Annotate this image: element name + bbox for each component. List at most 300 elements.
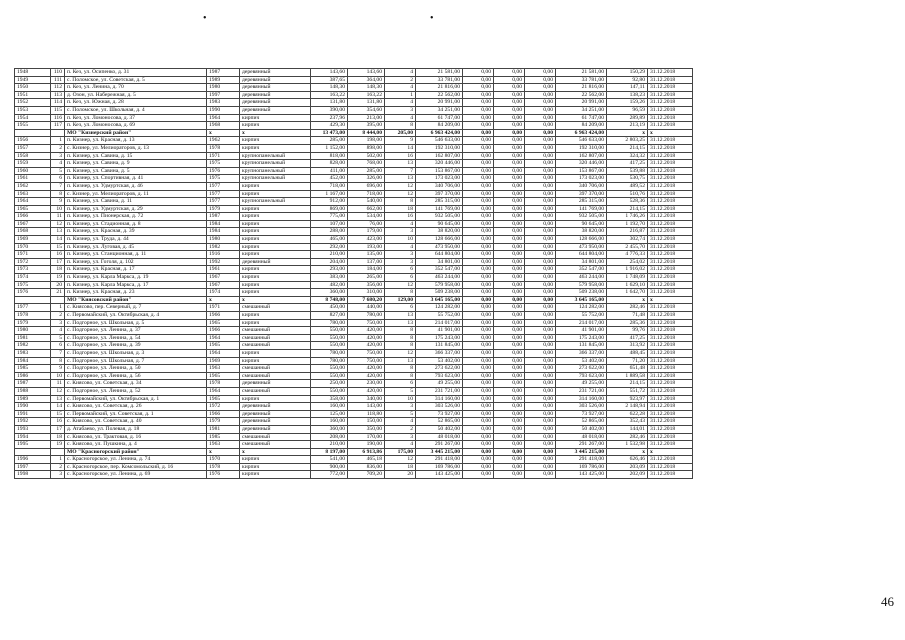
table-cell: 0,00 xyxy=(494,106,525,114)
table-cell: 282,46 xyxy=(607,304,648,312)
table-cell: 38 820,00 xyxy=(556,228,607,236)
table-cell: 1968 xyxy=(15,228,51,236)
table-cell: 358,00 xyxy=(311,395,348,403)
table-cell: с. Первомайский, ул. Октябрьская, д. 4 xyxy=(65,312,207,320)
table-cell: 1969 xyxy=(15,236,51,244)
table-cell: 626,46 xyxy=(607,456,648,464)
table-cell: 550,00 xyxy=(311,327,348,335)
table-cell: 0,00 xyxy=(494,76,525,84)
table-cell: 117 xyxy=(51,122,65,130)
table-cell: 14 xyxy=(51,403,65,411)
table-cell: 12 xyxy=(385,456,416,464)
table-cell: смешанный xyxy=(240,372,311,380)
table-cell: 550,00 xyxy=(311,372,348,380)
table-cell: 118,80 xyxy=(348,410,385,418)
table-cell: 0,00 xyxy=(463,456,494,464)
table-cell: 473 950,00 xyxy=(416,243,463,251)
table-cell: 1970 xyxy=(15,243,51,251)
table-cell: 0,00 xyxy=(494,220,525,228)
table-cell: 417,25 xyxy=(607,160,648,168)
table-cell: 8 xyxy=(385,327,416,335)
table-cell: 0,00 xyxy=(525,304,556,312)
table-cell: 160,00 xyxy=(311,418,348,426)
table-cell: 50 402,00 xyxy=(416,425,463,433)
table-cell: 71,48 xyxy=(607,312,648,320)
table-cell: 0,00 xyxy=(494,441,525,449)
table-row xyxy=(15,106,693,114)
table-cell: 0,00 xyxy=(494,433,525,441)
table-cell: кирпич xyxy=(240,137,311,145)
table-cell: 0,00 xyxy=(494,228,525,236)
table-cell: 324,32 xyxy=(607,152,648,160)
table-cell: 0,00 xyxy=(525,76,556,84)
table-cell: 148,30 xyxy=(311,84,348,92)
table-cell: 352 547,00 xyxy=(416,266,463,274)
table-cell: 292,00 xyxy=(311,243,348,251)
table-cell: 0,00 xyxy=(525,114,556,122)
table-cell: 0,00 xyxy=(525,205,556,213)
table-cell: 1963 xyxy=(207,441,240,449)
table-row xyxy=(15,380,693,388)
table-cell: 1985 xyxy=(207,433,240,441)
table-cell: 31.12.2018 xyxy=(648,76,693,84)
table-cell: 2 148,94 xyxy=(607,403,648,411)
table-cell: п. Кез, ул. Осипенко, д. 31 xyxy=(65,69,207,77)
table-cell: 1980 xyxy=(207,236,240,244)
table-cell: 4 xyxy=(385,84,416,92)
table-cell: 0,00 xyxy=(463,152,494,160)
table-cell: 1983 xyxy=(207,99,240,107)
table-cell: 0,00 xyxy=(463,281,494,289)
table-row xyxy=(15,274,693,282)
table-cell: п. Кизнер, ул. Удмуртская, д. 46 xyxy=(65,182,207,190)
table-cell: 0,00 xyxy=(525,380,556,388)
table-cell: 291 267,00 xyxy=(556,441,607,449)
table-cell: 390,00 xyxy=(311,106,348,114)
table-cell: 22 562,00 xyxy=(556,91,607,99)
table-cell: х xyxy=(240,129,311,137)
table-cell: 546 633,00 xyxy=(556,137,607,145)
table-cell: 320 446,00 xyxy=(416,160,463,168)
table-cell: 169 786,00 xyxy=(556,463,607,471)
table-cell: п. Кизнер, ул. Красная, д. 39 xyxy=(65,228,207,236)
table-cell: с. Киясово, ул. Советская, д. 40 xyxy=(65,418,207,426)
table-cell: 1970 xyxy=(207,456,240,464)
table-cell: 129,00 xyxy=(385,296,416,304)
table-cell: 7 xyxy=(385,167,416,175)
table-row xyxy=(15,198,693,206)
table-cell: 31.12.2018 xyxy=(648,395,693,403)
table-cell: 793 623,00 xyxy=(556,372,607,380)
table-cell: деревянный xyxy=(240,410,311,418)
table-cell: 179,00 xyxy=(348,228,385,236)
table-cell: 61 747,00 xyxy=(556,114,607,122)
table-cell: 768,00 xyxy=(348,160,385,168)
table-cell: 31.12.2018 xyxy=(648,258,693,266)
table-cell: кирпич xyxy=(240,463,311,471)
table-cell: с. Первомайский, ул. Советская, д. 1 xyxy=(65,410,207,418)
table-cell: 0,00 xyxy=(525,463,556,471)
table-cell: 12 xyxy=(385,281,416,289)
table-cell: 420,00 xyxy=(348,387,385,395)
table-cell: п. Кизнер, ул. Пионерская, д. 72 xyxy=(65,213,207,221)
table-cell: 313,92 xyxy=(607,342,648,350)
table-cell: 31.12.2018 xyxy=(648,243,693,251)
table-cell: 147,11 xyxy=(607,84,648,92)
table-cell: п. Кизнер, ул. Савина, д. 5 xyxy=(65,167,207,175)
table-cell: 489,52 xyxy=(607,182,648,190)
table-cell: 551,72 xyxy=(607,387,648,395)
table-cell: 550,00 xyxy=(311,334,348,342)
table-cell: 6 xyxy=(385,304,416,312)
table-cell: 1964 xyxy=(207,349,240,357)
table-cell: смешанный xyxy=(240,387,311,395)
table-cell: 780,00 xyxy=(311,319,348,327)
table-cell: 1964 xyxy=(207,114,240,122)
table-cell: смешанный xyxy=(240,441,311,449)
table-cell: 3 xyxy=(385,106,416,114)
table-cell: 21 581,00 xyxy=(416,69,463,77)
table-cell: 463 244,00 xyxy=(416,274,463,282)
table-cell: 61 747,00 xyxy=(416,114,463,122)
table-cell: 1948 xyxy=(15,69,51,77)
table-cell: 0,00 xyxy=(463,334,494,342)
table-cell: 213,00 xyxy=(348,114,385,122)
table-row xyxy=(15,213,693,221)
table-cell: п. Кизнер, ул. Савина, д. 9 xyxy=(65,160,207,168)
table-cell: 31.12.2018 xyxy=(648,114,693,122)
table-cell: 0,00 xyxy=(494,403,525,411)
table-cell: 0,00 xyxy=(525,190,556,198)
table-cell: д. Атабаево, ул. Полевая, д. 18 xyxy=(65,425,207,433)
table-cell: 8 xyxy=(51,357,65,365)
table-cell: 1 748,09 xyxy=(607,274,648,282)
table-cell: 923,97 xyxy=(607,395,648,403)
table-cell: 49 255,00 xyxy=(556,380,607,388)
table-cell: 0,00 xyxy=(525,220,556,228)
table-cell: 153 867,00 xyxy=(416,167,463,175)
table-cell: кирпич xyxy=(240,243,311,251)
table-cell: 0,00 xyxy=(525,144,556,152)
table-cell: 0,00 xyxy=(463,372,494,380)
table-cell: МО "Киясовский район" xyxy=(65,296,207,304)
table-cell: 2 455,70 xyxy=(607,243,648,251)
table-row xyxy=(15,228,693,236)
table-cell: деревянный xyxy=(240,403,311,411)
table-cell: кирпич xyxy=(240,456,311,464)
table-cell: 31.12.2018 xyxy=(648,99,693,107)
table-cell: 210,00 xyxy=(311,441,348,449)
table-cell: 16 xyxy=(51,251,65,259)
table-cell xyxy=(15,448,51,456)
table-cell: 7 680,20 xyxy=(348,296,385,304)
table-cell: смешанный xyxy=(240,342,311,350)
table-cell: 214,15 xyxy=(607,380,648,388)
table-cell: 21 816,00 xyxy=(416,84,463,92)
table-cell: 0,00 xyxy=(494,175,525,183)
table-cell: 2 xyxy=(51,144,65,152)
table-cell: 340 706,00 xyxy=(556,182,607,190)
table-cell: 99,76 xyxy=(607,327,648,335)
table-row xyxy=(15,190,693,198)
table-cell: 0,00 xyxy=(494,387,525,395)
table-cell: 3 xyxy=(385,403,416,411)
table-cell: 34 251,00 xyxy=(416,106,463,114)
table-cell: 1981 xyxy=(207,425,240,433)
table-cell: х xyxy=(648,448,693,456)
table-cell: 1963 xyxy=(207,365,240,373)
table-cell: 192 310,00 xyxy=(556,144,607,152)
table-cell: п. Кез, ул. Ломоносова, д. 69 xyxy=(65,122,207,130)
table-row xyxy=(15,258,693,266)
table-cell: 651,48 xyxy=(607,365,648,373)
table-cell: деревянный xyxy=(240,69,311,77)
table-cell: с. Подгорное, ул. Ленина, д. 56 xyxy=(65,372,207,380)
table-cell: 1966 xyxy=(207,312,240,320)
table-cell: 320 446,00 xyxy=(556,160,607,168)
table-cell: п. Кизнер, ул. Красная, д. 13 xyxy=(65,137,207,145)
table-cell: 1978 xyxy=(207,463,240,471)
table-cell: 192 310,00 xyxy=(416,144,463,152)
table-cell: 17 xyxy=(51,258,65,266)
table-cell: 31.12.2018 xyxy=(648,220,693,228)
table-cell: 0,00 xyxy=(494,327,525,335)
table-cell: 0,00 xyxy=(525,198,556,206)
table-body xyxy=(15,69,693,479)
table-cell: 31.12.2018 xyxy=(648,372,693,380)
table-cell: 0,00 xyxy=(463,395,494,403)
table-cell: 622,28 xyxy=(607,410,648,418)
table-cell: 285,00 xyxy=(348,167,385,175)
table-cell: 0,00 xyxy=(463,463,494,471)
table-cell: 1965 xyxy=(207,372,240,380)
table-cell: 205,00 xyxy=(385,129,416,137)
table-cell: 0,00 xyxy=(525,84,556,92)
table-cell: 546 633,00 xyxy=(416,137,463,145)
table-cell: 33 781,00 xyxy=(556,76,607,84)
table-cell: 33 781,00 xyxy=(416,76,463,84)
table-cell: 13 xyxy=(385,312,416,320)
table-cell: 0,00 xyxy=(463,175,494,183)
table-cell: 48 018,00 xyxy=(556,433,607,441)
table-cell: 1990 xyxy=(15,403,51,411)
table-cell: 273 622,00 xyxy=(416,365,463,373)
table-cell: 1982 xyxy=(15,342,51,350)
table-cell: 1964 xyxy=(15,198,51,206)
table-cell: крупнопанельный xyxy=(240,152,311,160)
table-cell: д. Озон, ул. Набережная, д. 5 xyxy=(65,91,207,99)
table-cell: кирпич xyxy=(240,190,311,198)
table-cell: 0,00 xyxy=(525,258,556,266)
table-cell: 31.12.2018 xyxy=(648,319,693,327)
table-cell: 0,00 xyxy=(494,137,525,145)
table-cell: 0,00 xyxy=(525,425,556,433)
table-cell: 0,00 xyxy=(525,296,556,304)
table-cell: 31.12.2018 xyxy=(648,213,693,221)
table-cell: 231 721,00 xyxy=(416,387,463,395)
table-row xyxy=(15,334,693,342)
table-cell: 1974 xyxy=(15,274,51,282)
table-cell: 1988 xyxy=(15,387,51,395)
table-cell: 0,00 xyxy=(463,182,494,190)
table-cell: 0,00 xyxy=(463,220,494,228)
table-cell: 31.12.2018 xyxy=(648,236,693,244)
table-cell: 1 152,00 xyxy=(311,144,348,152)
table-row xyxy=(15,319,693,327)
table-cell: 0,00 xyxy=(494,463,525,471)
table-cell: 0,00 xyxy=(463,122,494,130)
table-row xyxy=(15,425,693,433)
table-cell: 31.12.2018 xyxy=(648,205,693,213)
table-cell: 0,00 xyxy=(494,456,525,464)
table-cell: 0,00 xyxy=(494,296,525,304)
table-cell: 420,00 xyxy=(348,372,385,380)
table-cell: 0,00 xyxy=(525,160,556,168)
table-cell: 10 xyxy=(51,372,65,380)
table-cell: 41 901,00 xyxy=(416,327,463,335)
table-cell: 50 402,00 xyxy=(556,425,607,433)
table-cell: 173 023,00 xyxy=(556,175,607,183)
table-cell: 0,00 xyxy=(494,380,525,388)
table-cell: 250,00 xyxy=(311,380,348,388)
table-cell: 0,00 xyxy=(525,403,556,411)
table-cell: 4 xyxy=(385,441,416,449)
table-cell: 31.12.2018 xyxy=(648,349,693,357)
table-row xyxy=(15,418,693,426)
table-cell: 0,00 xyxy=(463,349,494,357)
table-cell: 4 xyxy=(51,327,65,335)
table-cell: 510,76 xyxy=(607,190,648,198)
table-cell: 780,00 xyxy=(348,312,385,320)
table-cell: с. Подгорное, ул. Ленина, д. 50 xyxy=(65,365,207,373)
table-cell: 509 238,00 xyxy=(416,289,463,297)
table-cell: 71,20 xyxy=(607,357,648,365)
table-cell: 7 xyxy=(51,182,65,190)
table-cell: 1 xyxy=(51,456,65,464)
table-row xyxy=(15,266,693,274)
table-cell: п. Кизнер, ул. Красная, д. 17 xyxy=(65,266,207,274)
table-row xyxy=(15,372,693,380)
table-row xyxy=(15,304,693,312)
table-cell: 31.12.2018 xyxy=(648,281,693,289)
table-cell: 0,00 xyxy=(463,167,494,175)
table-cell: 31.12.2018 xyxy=(648,403,693,411)
table-cell: с. Красногорское, ул. Ленина, д. 69 xyxy=(65,471,207,479)
table-cell: 137,00 xyxy=(348,258,385,266)
table-cell: 0,00 xyxy=(494,69,525,77)
table-cell: 1966 xyxy=(207,410,240,418)
table-cell: 540,00 xyxy=(348,198,385,206)
table-cell: 21 581,00 xyxy=(556,69,607,77)
table-cell: 0,00 xyxy=(494,471,525,479)
table-cell: 285 315,00 xyxy=(416,198,463,206)
table-cell: п. Кизнер, ул. Гоголя, д. 102 xyxy=(65,258,207,266)
table-cell: 0,00 xyxy=(525,349,556,357)
table-cell: 0,00 xyxy=(525,456,556,464)
table-cell: 1 642,70 xyxy=(607,289,648,297)
table-cell: 41 901,00 xyxy=(556,327,607,335)
table-cell: 31.12.2018 xyxy=(648,456,693,464)
table-row xyxy=(15,220,693,228)
table-cell: 1975 xyxy=(207,160,240,168)
group-total-row xyxy=(15,296,693,304)
table-cell: 644 804,00 xyxy=(416,251,463,259)
table-cell: 750,00 xyxy=(348,349,385,357)
table-row xyxy=(15,312,693,320)
table-cell: 0,00 xyxy=(463,296,494,304)
table-cell: 0,00 xyxy=(463,342,494,350)
table-cell: 5 xyxy=(51,167,65,175)
table-cell: 0,00 xyxy=(525,334,556,342)
table-cell: 131,80 xyxy=(311,99,348,107)
table-cell: 10 xyxy=(385,236,416,244)
table-cell: х xyxy=(240,296,311,304)
table-cell: 3 xyxy=(385,228,416,236)
table-cell: 1991 xyxy=(15,410,51,418)
table-cell: 0,00 xyxy=(525,152,556,160)
table-cell: 18 xyxy=(385,205,416,213)
table-cell: 387,65 xyxy=(311,76,348,84)
table-cell: кирпич xyxy=(240,205,311,213)
table-cell: 1984 xyxy=(15,357,51,365)
table-cell: 31.12.2018 xyxy=(648,357,693,365)
table-cell: 2 xyxy=(385,76,416,84)
table-cell: 1975 xyxy=(207,175,240,183)
table-cell: 90 645,00 xyxy=(556,220,607,228)
table-cell: 52 865,00 xyxy=(556,418,607,426)
table-cell: 216,87 xyxy=(607,228,648,236)
table-cell: 0,00 xyxy=(525,137,556,145)
table-cell: 0,00 xyxy=(525,395,556,403)
table-cell: 0,00 xyxy=(463,433,494,441)
table-cell: 153 867,00 xyxy=(556,167,607,175)
table-cell: 288,00 xyxy=(311,228,348,236)
table-cell: 0,00 xyxy=(463,304,494,312)
table-cell: 772,00 xyxy=(311,471,348,479)
table-cell: 9 xyxy=(51,365,65,373)
table-cell: 1966 xyxy=(207,327,240,335)
table-cell: с. Красногорское, ул. Ленина, д. 74 xyxy=(65,456,207,464)
table-cell: 0,00 xyxy=(494,418,525,426)
table-cell: 1976 xyxy=(207,471,240,479)
table-cell: 1979 xyxy=(207,418,240,426)
table-cell: 0,00 xyxy=(463,243,494,251)
table-cell: 34 801,00 xyxy=(556,258,607,266)
housing-register-table xyxy=(14,68,693,479)
table-cell: 0,00 xyxy=(525,91,556,99)
table-cell: 452,00 xyxy=(311,175,348,183)
table-cell: п. Кез, ул. Ленина, д. 70 xyxy=(65,84,207,92)
table-cell: п. Кизнер, ул. Станционная, д. 11 xyxy=(65,251,207,259)
table-cell: 55 752,00 xyxy=(416,312,463,320)
table-cell: МО "Кизнерский район" xyxy=(65,129,207,137)
table-cell: 0,00 xyxy=(463,319,494,327)
table-cell: 2 xyxy=(51,463,65,471)
table-cell: с. Подгорное, ул. Школьная, д. 5 xyxy=(65,319,207,327)
table-row xyxy=(15,122,693,130)
table-cell: 175 243,00 xyxy=(416,334,463,342)
table-cell: 198,00 xyxy=(348,137,385,145)
table-cell: 1955 xyxy=(15,122,51,130)
table-cell: смешанный xyxy=(240,433,311,441)
table-cell: 12 xyxy=(385,182,416,190)
table-cell: 528,36 xyxy=(607,198,648,206)
table-cell: 31.12.2018 xyxy=(648,167,693,175)
table-cell: 488,45 xyxy=(607,349,648,357)
table-cell: 31.12.2018 xyxy=(648,312,693,320)
table-cell: кирпич xyxy=(240,236,311,244)
table-cell: с. Киясово, ул. Советская, д. 34 xyxy=(65,380,207,388)
